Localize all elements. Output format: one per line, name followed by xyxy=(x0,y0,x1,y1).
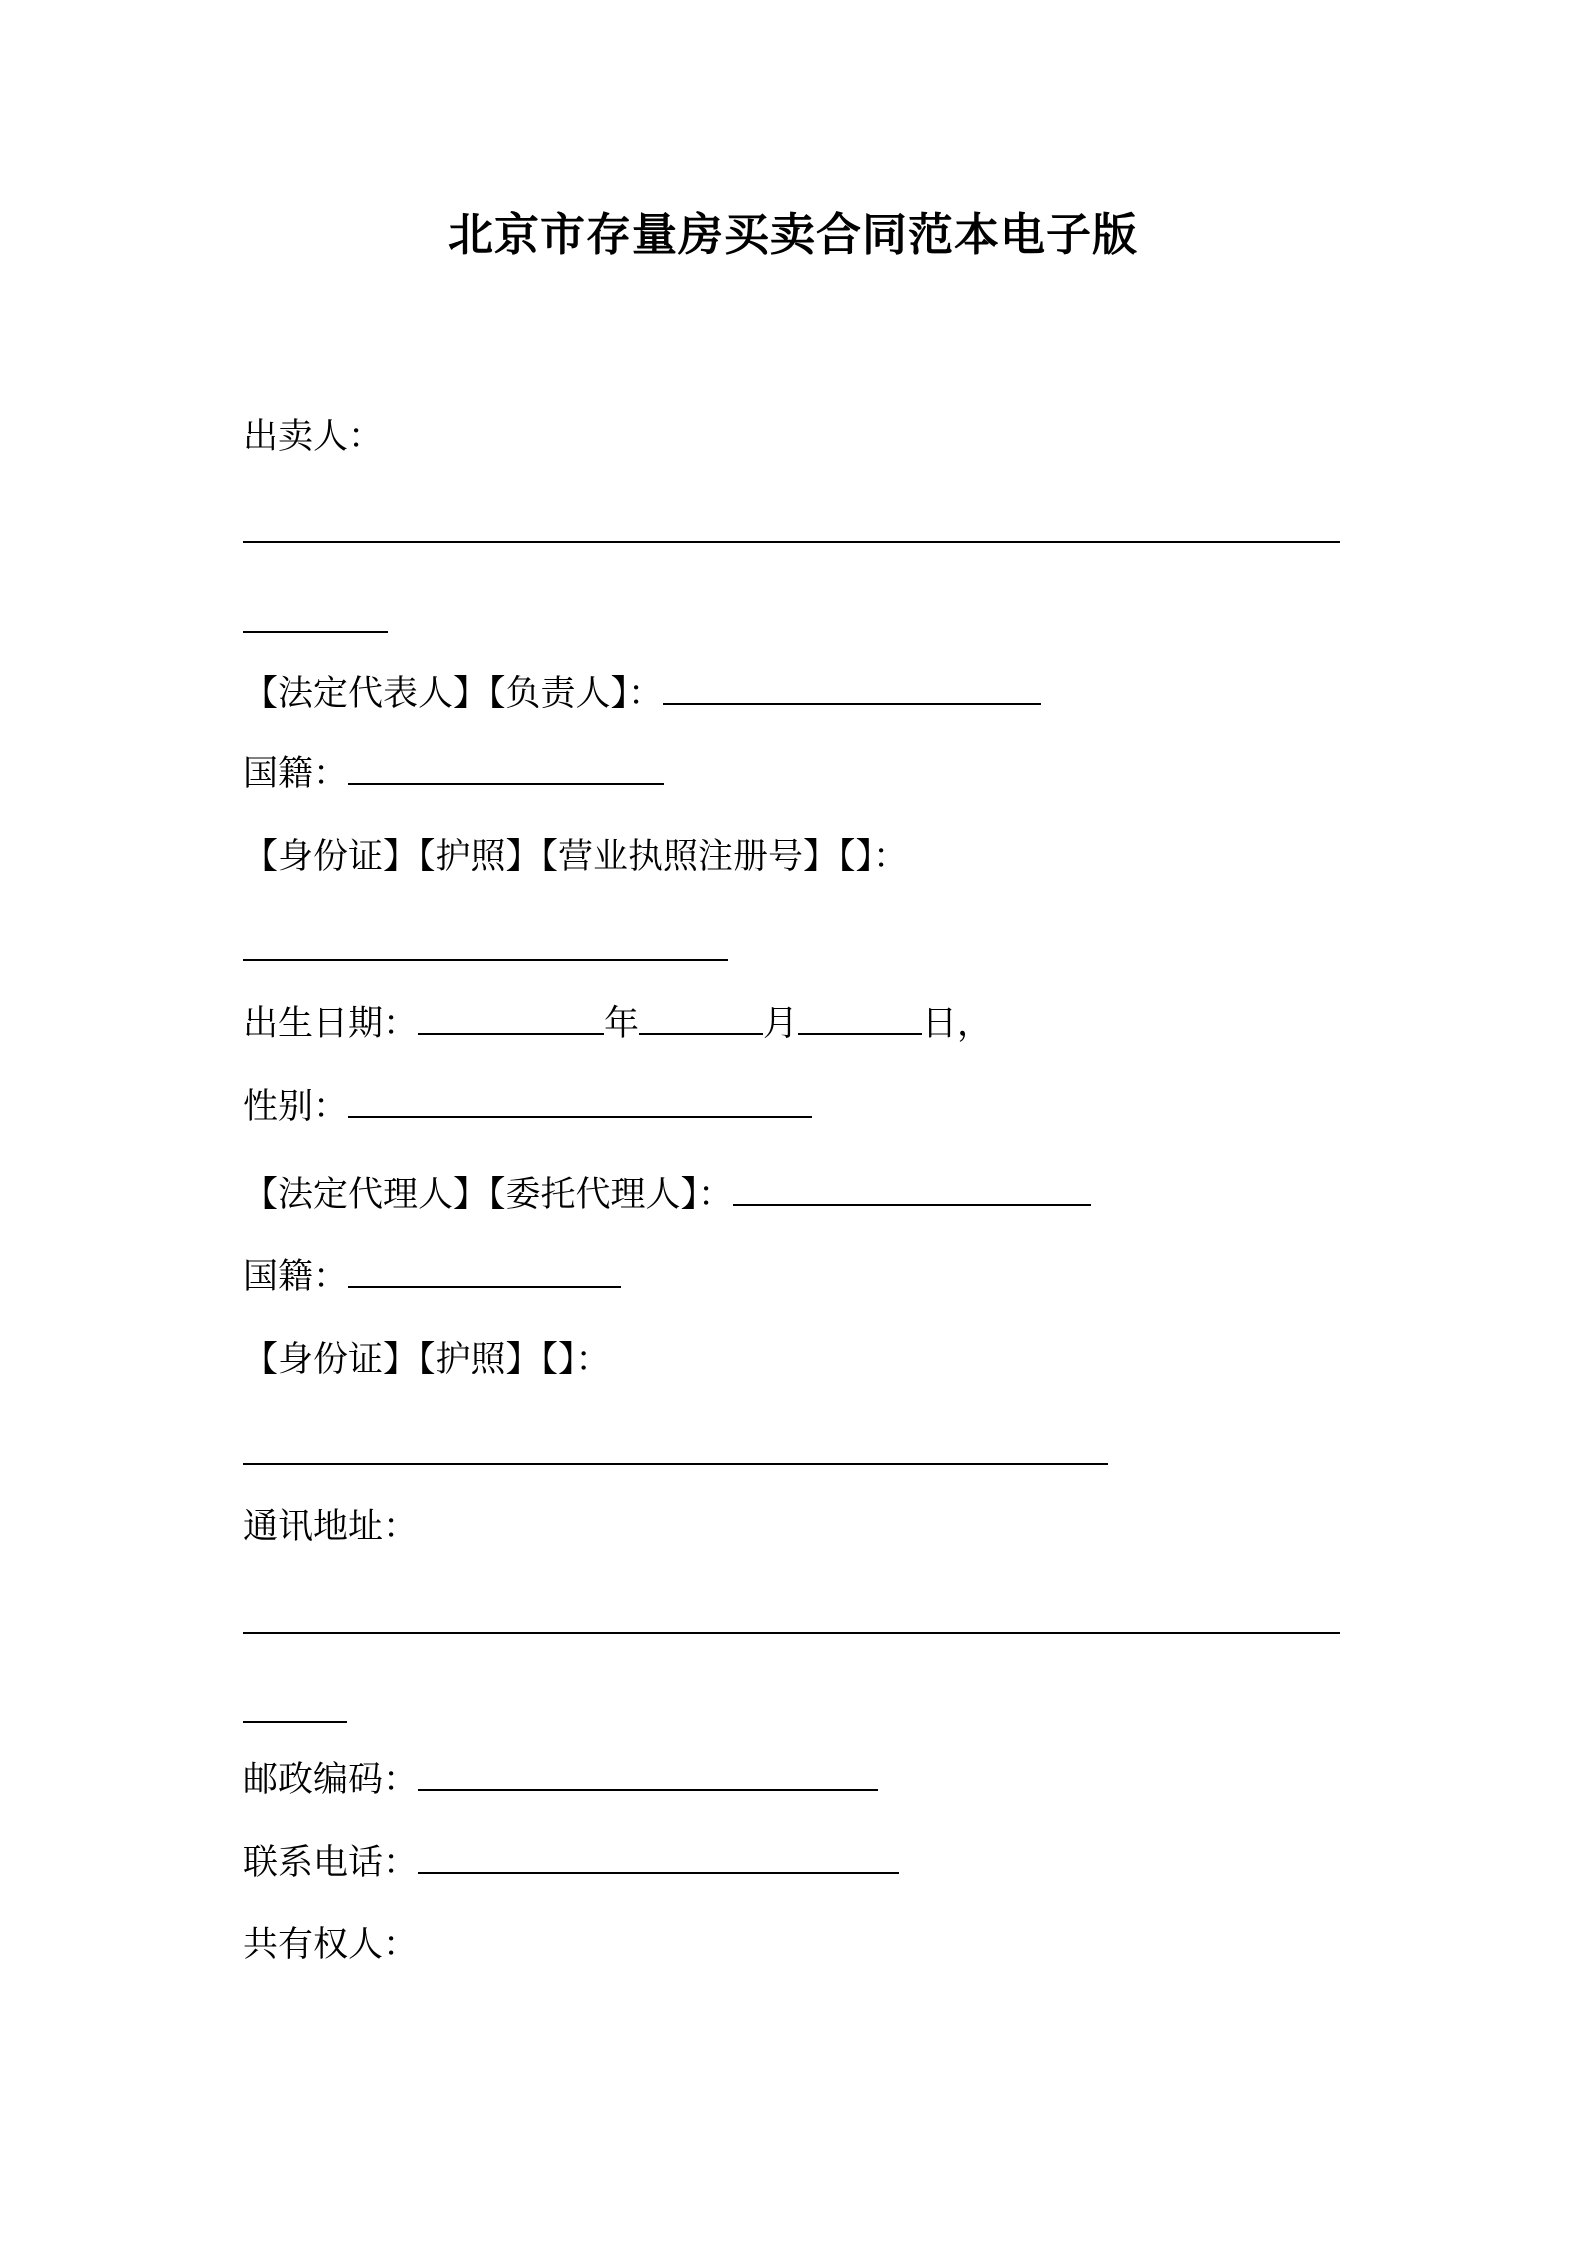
seller-field-line-2[interactable] xyxy=(243,605,388,640)
address-blank-1[interactable] xyxy=(243,1631,1340,1634)
id-documents-field-1[interactable] xyxy=(243,933,728,968)
seller-field-line-1[interactable] xyxy=(243,515,1340,550)
address-field-line-1[interactable] xyxy=(243,1606,1340,1641)
phone-row xyxy=(243,1843,899,1883)
postal-code-blank[interactable] xyxy=(418,1788,878,1791)
co-owner-label: 共有权人： xyxy=(243,1925,419,1965)
id-documents-label-1: 【身份证】【护照】【营业执照注册号】【】： xyxy=(243,837,909,877)
day-label: 日， xyxy=(922,1004,993,1044)
gender-row xyxy=(243,1087,812,1127)
agent-row xyxy=(243,1175,1091,1215)
agent-label: 【法定代理人】【委托代理人】： xyxy=(243,1175,734,1215)
nationality-blank-1[interactable] xyxy=(348,782,664,785)
nationality-row-2 xyxy=(243,1257,621,1297)
nationality-label-1: 国籍： xyxy=(243,754,349,794)
date-of-birth-row xyxy=(243,1004,993,1044)
postal-code-row xyxy=(243,1760,878,1800)
gender-blank[interactable] xyxy=(348,1115,812,1118)
year-label: 年 xyxy=(604,1004,640,1044)
legal-representative-row xyxy=(243,674,1041,714)
legal-representative-label: 【法定代表人】【负责人】： xyxy=(243,674,664,714)
document-title: 北京市存量房买卖合同范本电子版 xyxy=(447,208,1138,261)
id-documents-blank-2[interactable] xyxy=(243,1462,1108,1465)
nationality-label-2: 国籍： xyxy=(243,1257,349,1297)
birth-day-blank[interactable] xyxy=(798,1032,922,1035)
nationality-row-1 xyxy=(243,754,664,794)
postal-code-label: 邮政编码： xyxy=(243,1760,419,1800)
gender-label: 性别： xyxy=(243,1087,349,1127)
date-of-birth-label: 出生日期： xyxy=(243,1004,419,1044)
id-documents-label-2: 【身份证】【护照】【】： xyxy=(243,1340,611,1380)
nationality-blank-2[interactable] xyxy=(348,1285,621,1288)
birth-month-blank[interactable] xyxy=(639,1032,763,1035)
id-documents-field-2[interactable] xyxy=(243,1437,1108,1472)
agent-blank[interactable] xyxy=(733,1203,1091,1206)
month-label: 月 xyxy=(763,1004,799,1044)
address-blank-2[interactable] xyxy=(243,1720,347,1723)
address-label: 通讯地址： xyxy=(243,1507,419,1547)
phone-label: 联系电话： xyxy=(243,1843,419,1883)
seller-blank-1[interactable] xyxy=(243,540,1340,543)
birth-year-blank[interactable] xyxy=(418,1032,604,1035)
address-field-line-2[interactable] xyxy=(243,1695,347,1730)
phone-blank[interactable] xyxy=(418,1871,899,1874)
legal-representative-blank[interactable] xyxy=(663,702,1041,705)
seller-label: 出卖人： xyxy=(243,417,384,457)
seller-blank-2[interactable] xyxy=(243,630,388,633)
id-documents-blank-1[interactable] xyxy=(243,958,728,961)
